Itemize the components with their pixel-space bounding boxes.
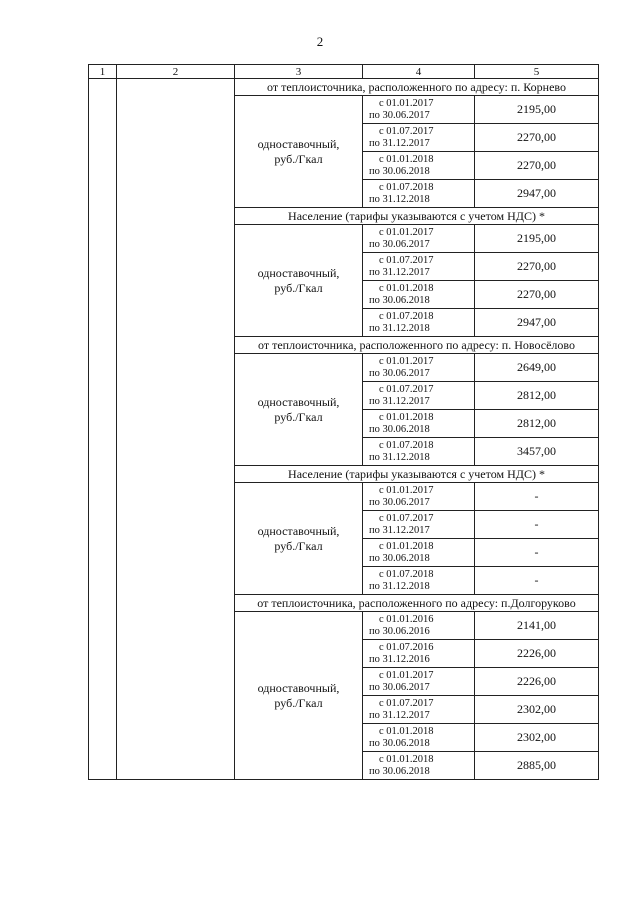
period-cell (363, 539, 475, 567)
tariff-value: 2195,00 (475, 96, 599, 124)
table-body (89, 79, 599, 780)
period-to: по 30.06.2018 (369, 737, 430, 749)
tariff-type-cell (235, 612, 363, 780)
period-to: по 31.12.2018 (369, 580, 430, 592)
tariff-value: - (475, 539, 599, 567)
tariff-unit-line: руб./Гкал (274, 538, 323, 553)
period-to: по 31.12.2017 (369, 709, 430, 721)
period-cell (363, 354, 475, 382)
period-from: с 01.01.2017 (379, 485, 434, 496)
column-header: 1 (89, 65, 117, 79)
section-heading-row (89, 79, 599, 96)
tariff-type-cell (235, 354, 363, 466)
period-from: с 01.07.2017 (379, 384, 434, 395)
period-to: по 30.06.2018 (369, 294, 430, 306)
period-from: с 01.07.2017 (379, 513, 434, 524)
column-header: 5 (475, 65, 599, 79)
tariff-unit-line: руб./Гкал (274, 151, 323, 166)
period-from: с 01.07.2017 (379, 126, 434, 137)
tariff-type-cell (235, 225, 363, 337)
period-to: по 31.12.2016 (369, 653, 430, 665)
tariff-value: - (475, 483, 599, 511)
column-number-row (89, 65, 599, 79)
tariff-value: 2270,00 (475, 253, 599, 281)
tariff-value: 2226,00 (475, 640, 599, 668)
period-to: по 31.12.2017 (369, 524, 430, 536)
page-number: 2 (316, 34, 324, 49)
period-cell (363, 382, 475, 410)
period-cell (363, 483, 475, 511)
period-cell (363, 152, 475, 180)
section-heading: от теплоисточника, расположенного по адресу: п. Новосёлово (235, 337, 599, 354)
section-heading: Население (тарифы указываются с учетом НДС) * (235, 466, 599, 483)
period-cell (363, 96, 475, 124)
period-from: с 01.01.2018 (379, 154, 434, 165)
period-cell (363, 567, 475, 595)
period-to: по 30.06.2018 (369, 765, 430, 777)
tariff-value: 2302,00 (475, 724, 599, 752)
tariff-table (88, 64, 599, 780)
column-header: 3 (235, 65, 363, 79)
period-cell (363, 124, 475, 152)
period-from: с 01.01.2018 (379, 283, 434, 294)
section-heading: Население (тарифы указываются с учетом НДС) * (235, 208, 599, 225)
tariff-type-line: одноставочный, (257, 680, 340, 695)
period-to: по 30.06.2017 (369, 367, 430, 379)
period-to: по 31.12.2018 (369, 322, 430, 334)
period-from: с 01.01.2018 (379, 754, 434, 765)
tariff-value: 2270,00 (475, 124, 599, 152)
period-cell (363, 180, 475, 208)
period-to: по 30.06.2016 (369, 625, 430, 637)
column-1-cell (89, 79, 117, 780)
period-cell (363, 281, 475, 309)
period-to: по 30.06.2017 (369, 496, 430, 508)
period-cell (363, 309, 475, 337)
tariff-value: 2947,00 (475, 180, 599, 208)
tariff-type-cell (235, 483, 363, 595)
tariff-value: - (475, 567, 599, 595)
period-from: с 01.07.2017 (379, 255, 434, 266)
tariff-unit-line: руб./Гкал (274, 409, 323, 424)
tariff-value: 2812,00 (475, 382, 599, 410)
period-cell (363, 724, 475, 752)
tariff-unit-line: руб./Гкал (274, 695, 323, 710)
period-to: по 31.12.2017 (369, 137, 430, 149)
tariff-value: 2302,00 (475, 696, 599, 724)
tariff-value: 2947,00 (475, 309, 599, 337)
period-from: с 01.01.2018 (379, 726, 434, 737)
tariff-type-cell (235, 96, 363, 208)
period-from: с 01.01.2016 (379, 614, 434, 625)
period-cell (363, 410, 475, 438)
period-cell (363, 640, 475, 668)
period-cell (363, 225, 475, 253)
tariff-type-line: одноставочный, (257, 394, 340, 409)
period-to: по 30.06.2017 (369, 681, 430, 693)
tariff-value: 2270,00 (475, 281, 599, 309)
period-to: по 30.06.2018 (369, 165, 430, 177)
period-to: по 31.12.2017 (369, 395, 430, 407)
tariff-value: 2270,00 (475, 152, 599, 180)
period-from: с 01.07.2018 (379, 440, 434, 451)
period-from: с 01.01.2018 (379, 541, 434, 552)
section-heading: от теплоисточника, расположенного по адресу: п. Корнево (235, 79, 599, 96)
period-cell (363, 438, 475, 466)
period-to: по 31.12.2018 (369, 451, 430, 463)
period-to: по 30.06.2018 (369, 423, 430, 435)
tariff-value: 3457,00 (475, 438, 599, 466)
period-to: по 30.06.2018 (369, 552, 430, 564)
period-from: с 01.07.2018 (379, 311, 434, 322)
column-header: 2 (117, 65, 235, 79)
period-from: с 01.07.2016 (379, 642, 434, 653)
period-from: с 01.01.2017 (379, 227, 434, 238)
period-from: с 01.07.2018 (379, 182, 434, 193)
period-cell (363, 668, 475, 696)
period-cell (363, 752, 475, 780)
tariff-type-line: одноставочный, (257, 136, 340, 151)
period-from: с 01.01.2017 (379, 98, 434, 109)
tariff-value: - (475, 511, 599, 539)
tariff-value: 2141,00 (475, 612, 599, 640)
period-cell (363, 612, 475, 640)
period-from: с 01.01.2017 (379, 356, 434, 367)
tariff-type-line: одноставочный, (257, 523, 340, 538)
period-from: с 01.01.2018 (379, 412, 434, 423)
column-2-cell (117, 79, 235, 780)
tariff-type-line: одноставочный, (257, 265, 340, 280)
tariff-unit-line: руб./Гкал (274, 280, 323, 295)
period-to: по 31.12.2018 (369, 193, 430, 205)
period-to: по 30.06.2017 (369, 109, 430, 121)
column-header: 4 (363, 65, 475, 79)
tariff-value: 2195,00 (475, 225, 599, 253)
section-heading: от теплоисточника, расположенного по адресу: п.Долгоруково (235, 595, 599, 612)
period-cell (363, 511, 475, 539)
period-from: с 01.01.2017 (379, 670, 434, 681)
period-from: с 01.07.2018 (379, 569, 434, 580)
tariff-value: 2812,00 (475, 410, 599, 438)
period-to: по 31.12.2017 (369, 266, 430, 278)
period-to: по 30.06.2017 (369, 238, 430, 250)
tariff-value: 2226,00 (475, 668, 599, 696)
period-cell (363, 253, 475, 281)
tariff-value: 2649,00 (475, 354, 599, 382)
period-cell (363, 696, 475, 724)
period-from: с 01.07.2017 (379, 698, 434, 709)
tariff-value: 2885,00 (475, 752, 599, 780)
